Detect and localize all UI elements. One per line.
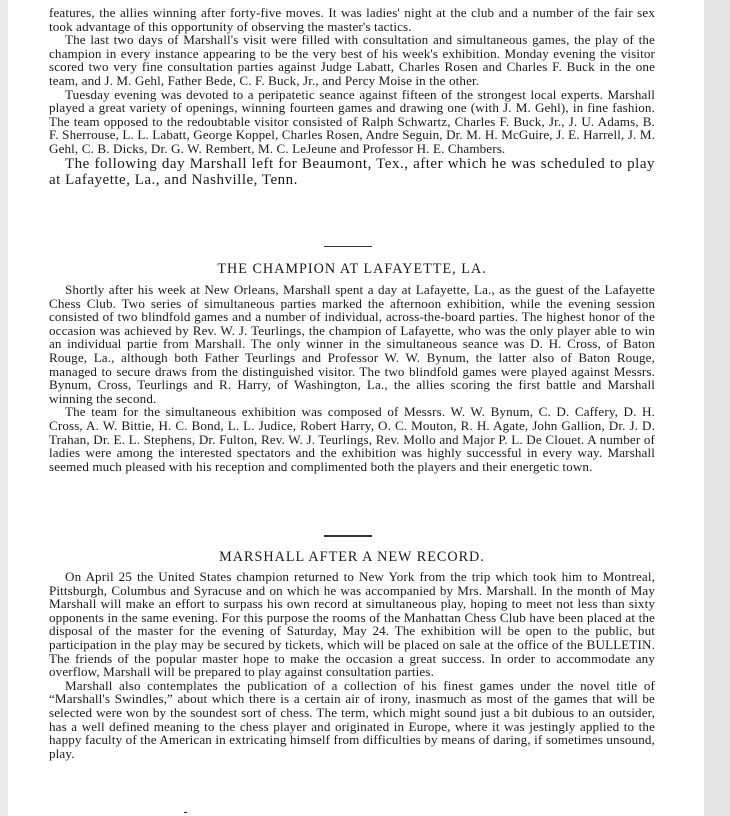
- paragraph-team-simultaneous: The team for the simultaneous exhibition was composed of Messrs. W. W. Bynum, C. D. Caffery, D. H. Cross, A. W. Bittie, H. C. Bond, L. L. Judice, Robert Harry, O. C. Mouton, R. H. Agate, John Gallion, Dr. J. D. Trahan, Dr. E. L. Stephens, Dr. Fulton, Rev. W. J. Teurlings, Rev. Mollo and Major P. L. De Clouet. A number of ladies were among the interested spectators and the exhibition was highly successful in every way. Marshall seemed much pleased with his reception and complimented both the players and their energetic town.: [49, 404, 655, 474]
- paragraph-shortly-after: Shortly after his week at New Orleans, Marshall spent a day at Lafayette, La., as the guest of the Lafayette Chess Club. Two series of simultaneous parties marked the afternoon exhibition, while the evening session consisted of two blindfold games and a number of individual, across-the-board parties. The highest honor of the occasion was achieved by Rev. W. J. Teurlings, the champion of Lafayette, who was the only player able to win an individual partie from Marshall. The only winner in the simultaneous seance was D. H. Cross, of Baton Rouge, La., although both Father Teurlings and Professor W. W. Bynum, the latter also of Baton Rouge, managed to secure draws from the distinguished visitor. The two blindfold games were played against Messrs. Bynum, Cross, Teurlings and R. Harry, of Washington, La., the allies scoring the first battle and Marshall winning the second.: [49, 282, 655, 406]
- paragraph-last-two-days: The last two days of Marshall's visit were filled with consultation and simultaneous games, the play of the champion in every instance appearing to be the very best of his week's exhibition. Monday evening the visitor scored two very fine consultation parties against Judge Labatt, Charles Rosen and Charles F. Buck in the one team, and J. M. Gehl, Father Bede, C. F. Buck, Jr., and Percy Moise in the other.: [49, 32, 655, 88]
- lafayette-text-block: [49, 283, 655, 473]
- document-page: [8, 0, 704, 816]
- paragraph-features: features, the allies winning after forty-five moves. It was ladies' night at the club and a number of the fair sex took advantage of this opportunity of observing the master's tactics.: [49, 5, 655, 34]
- paragraph-swindles: Marshall also contemplates the publication of a collection of his finest games under the novel title of “Marshall's Swindles,” about which there is a certain air of irony, inasmuch as most of the games that will be selected were won by the soundest sort of chess. The term, which might sound just a bit dubious to an outsider, has a well defined meaning to the chess player and originated in Europe, where it was jestingly applied to the happy faculty of the American in extricating himself from difficulties by means of daring, if sometimes unsound, play.: [49, 677, 655, 761]
- heading-new-record: MARSHALL AFTER A NEW RECORD.: [219, 549, 485, 565]
- print-speck: [184, 812, 187, 813]
- paragraph-april-25: On April 25 the United States champion returned to New York from the trip which took him to Montreal, Pittsburgh, Columbus and Syracuse and on which he was accompanied by Mrs. Marshall. In the month of May Marshall will make an effort to surpass his own record at simultaneous play, hoping to meet not less than sixty opponents in the same evening. For this purpose the rooms of the Manhattan Chess Club have been placed at the disposal of the master for the evening of Saturday, May 24. The exhibition will be open to the public, but participation in the play may be secured by tickets, which will be placed on sale at the office of the BULLETIN. The friends of the popular master hope to make the occasion a great success. In order to accommodate any overflow, Marshall will be prepared to play against consultation parties.: [49, 569, 655, 680]
- section-divider-2: [324, 535, 372, 537]
- heading-lafayette: THE CHAMPION AT LAFAYETTE, LA.: [217, 261, 487, 277]
- paragraph-tuesday-evening: Tuesday evening was devoted to a peripatetic seance against fifteen of the strongest local experts. Marshall played a great variety of openings, winning fourteen games and drawing one (with J. M. Gehl), in fine fashion. The team opposed to the redoubtable visitor consisted of Ralph Schwartz, Charles F. Buck, Jr., J. U. Adams, B. F. Sherrouse, L. L. Labatt, George Koppel, Charles Rosen, Andre Seguin, Dr. M. H. McGuire, J. E. Harrell, J. M. Gehl, C. B. Dicks, Dr. G. W. Rembert, M. C. LeJeune and Professor H. E. Chambers.: [49, 86, 655, 156]
- top-text-block: [49, 6, 655, 188]
- scrollbar-track[interactable]: [704, 0, 730, 816]
- section-divider-1: [324, 246, 372, 247]
- paragraph-following-day: The following day Marshall left for Beaumont, Tex., after which he was scheduled to play at Lafayette, La., and Nashville, Tenn.: [49, 155, 655, 188]
- new-record-text-block: [49, 570, 655, 760]
